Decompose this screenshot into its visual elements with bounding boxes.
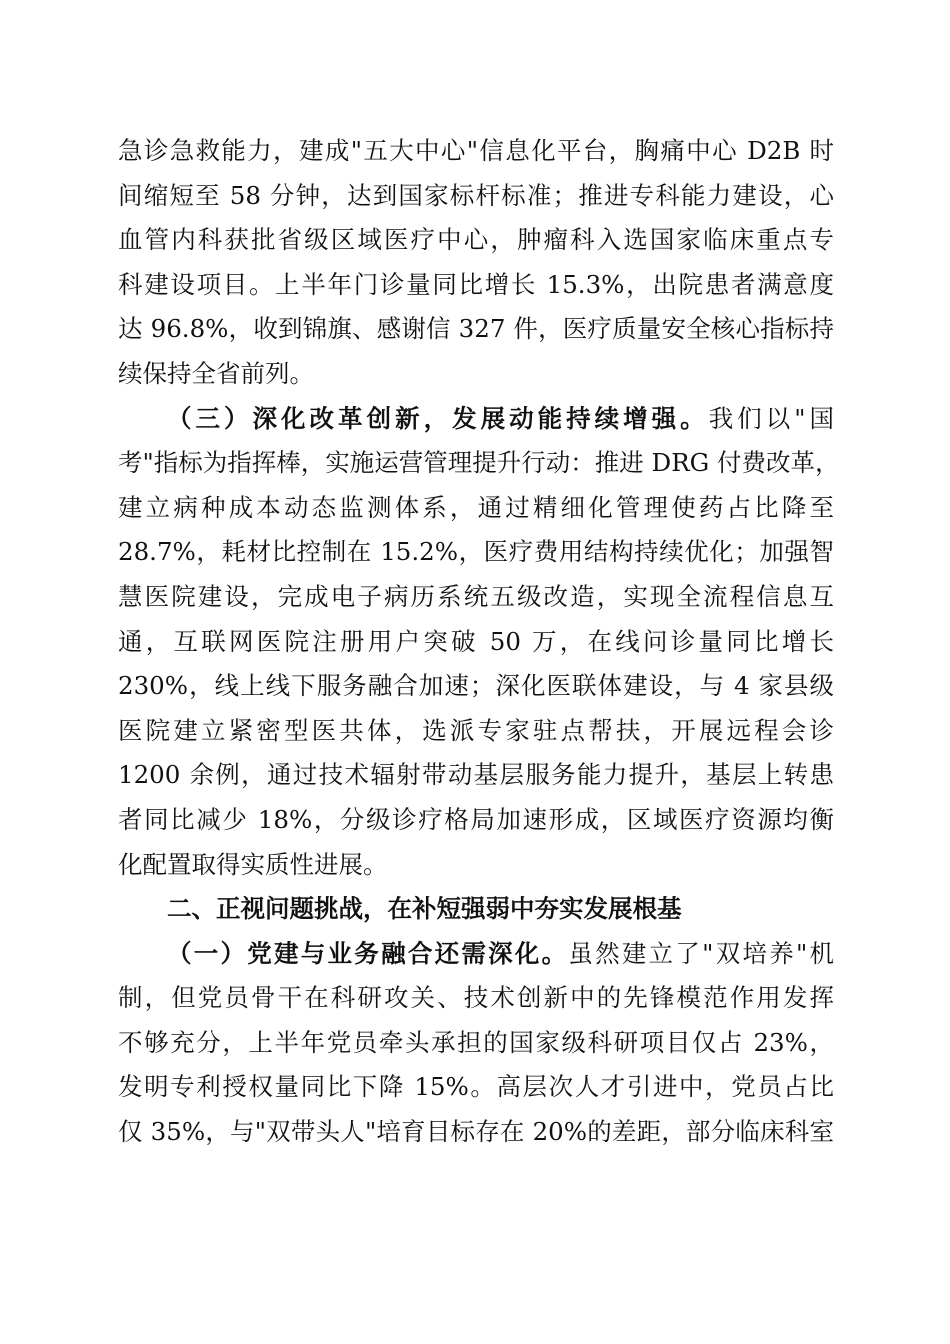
text-span: 虽然建立了"双培养"机 — [568, 938, 834, 968]
section-lead: （三）深化改革创新，发展动能持续增强。 — [167, 403, 709, 433]
text-line: 230%，线上线下服务融合加速；深化医联体建设，与 4 家县级 — [118, 671, 834, 701]
text-line: 1200 余例，通过技术辐射带动基层服务能力提升，基层上转患 — [118, 760, 834, 790]
text-line: 发明专利授权量同比下降 15%。高层次人才引进中，党员占比 — [118, 1072, 834, 1102]
section-heading: 二、正视问题挑战，在补短强弱中夯实发展根基 — [167, 894, 682, 924]
text-line: 不够充分，上半年党员牵头承担的国家级科研项目仅占 23%， — [118, 1027, 834, 1057]
paragraph-1 — [118, 129, 834, 397]
text-line: 化配置取得实质性进展。 — [118, 849, 388, 879]
text-line: 医院建立紧密型医共体，选派专家驻点帮扶，开展远程会诊 — [118, 715, 834, 745]
paragraph-2 — [118, 397, 840, 888]
text-line: 28.7%，耗材比控制在 15.2%，医疗费用结构持续优化；加强智 — [118, 537, 834, 567]
text-line: 科建设项目。上半年门诊量同比增长 15.3%，出院患者满意度 — [118, 269, 834, 299]
text-line: 者同比减少 18%，分级诊疗格局加速形成，区域医疗资源均衡 — [118, 804, 834, 834]
text-line: 仅 35%，与"双带头人"培育目标存在 20%的差距，部分临床科室 — [118, 1117, 834, 1147]
text-line: 建立病种成本动态监测体系，通过精细化管理使药占比降至 — [118, 492, 834, 522]
text-line: 间缩短至 58 分钟，达到国家标杆标准；推进专科能力建设，心 — [118, 180, 834, 210]
text-line — [118, 397, 834, 442]
text-line: 通，互联网医院注册用户突破 50 万，在线问诊量同比增长 — [118, 626, 834, 656]
text-line: 续保持全省前列。 — [118, 358, 314, 388]
text-line: 制，但党员骨干在科研攻关、技术创新中的先锋模范作用发挥 — [118, 983, 834, 1013]
section-lead: （一）党建与业务融合还需深化。 — [167, 938, 569, 968]
text-line: 慧医院建设，完成电子病历系统五级改造，实现全流程信息互 — [118, 581, 834, 611]
document-page — [118, 129, 840, 1155]
text-line: 达 96.8%，收到锦旗、感谢信 327 件，医疗质量安全核心指标持 — [118, 314, 834, 344]
text-line — [118, 932, 834, 977]
text-span: 我们以"国 — [708, 403, 834, 433]
text-line: 急诊急救能力，建成"五大中心"信息化平台，胸痛中心 D2B 时 — [118, 136, 834, 165]
text-line: 考"指标为指挥棒，实施运营管理提升行动：推进 DRG 付费改革， — [118, 448, 840, 478]
paragraph-3 — [118, 932, 834, 1155]
text-line: 血管内科获批省级区域医疗中心，肿瘤科入选国家临床重点专 — [118, 225, 834, 255]
